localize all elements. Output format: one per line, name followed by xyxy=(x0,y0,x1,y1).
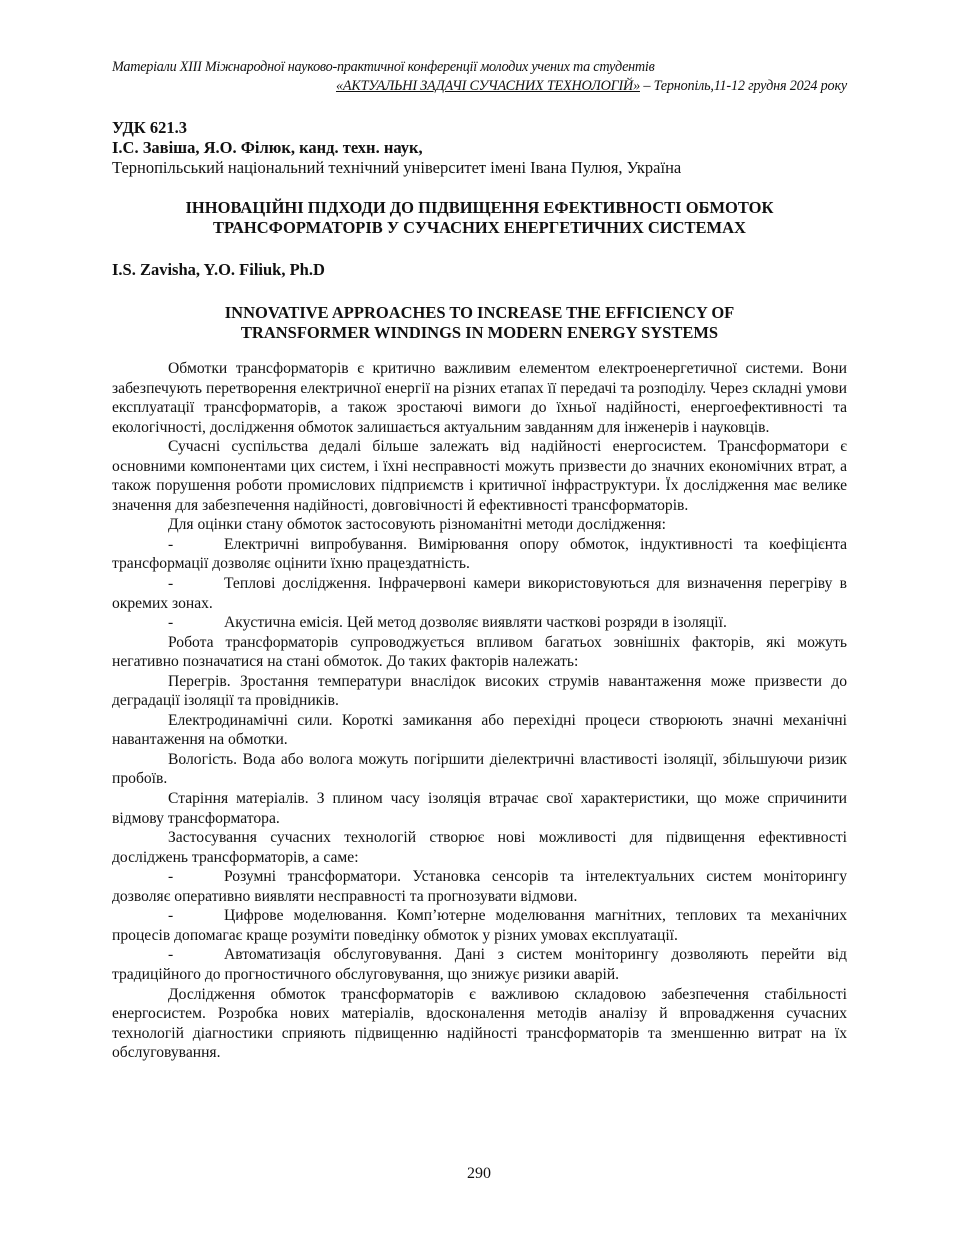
page-number: 290 xyxy=(467,1165,491,1182)
body-text xyxy=(112,359,847,1063)
affiliation: Тернопільський національний технічний університет імені Івана Пулюя, Україна xyxy=(112,158,682,177)
title-ua xyxy=(112,198,847,238)
list-dash: - xyxy=(168,907,174,925)
title-en xyxy=(112,303,847,343)
list-item-technology xyxy=(112,906,847,945)
list-dash: - xyxy=(168,614,174,632)
header-title-date-line xyxy=(112,77,847,96)
paragraph-factor-aging: Старіння матеріалів. З плином часу ізоляція втрачає свої характеристики, що може спричинити відмову трансформатора. xyxy=(112,790,847,827)
paragraph-factors-intro: Робота трансформаторів супроводжується впливом багатьох зовнішніх факторів, які можуть негативно позначатися на стані обмоток. До таких факторів належать: xyxy=(112,633,847,671)
running-header xyxy=(112,58,847,96)
list-item-technology xyxy=(112,867,847,906)
paragraph-technologies-intro: Застосування сучасних технологій створює нові можливості для підвищення ефективності досліджень трансформаторів, а саме: xyxy=(112,829,847,866)
paragraph-conclusion: Дослідження обмоток трансформаторів є важливою складовою забезпечення стабільності енергосистем. Розробка нових матеріалів, вдосконалення методів аналізу й впровадження сучасних технологій діагностики сприяють підвищенню надійності трансформаторів та зменшенню витрат на їх обслуговування. xyxy=(112,985,847,1062)
header-place-date: – Тернопіль,11-12 грудня 2024 року xyxy=(639,78,847,94)
list-dash: - xyxy=(168,946,174,964)
title-en-line-2: TRANSFORMER WINDINGS IN MODERN ENERGY SYSTEMS xyxy=(240,323,719,342)
list-item-technology xyxy=(112,945,847,984)
list-item-text: Автоматизація обслуговування. Дані з систем моніторингу дозволяють перейти від традиційного до прогностичного обслуговування, що знижує ризики аварій. xyxy=(112,946,847,983)
list-dash: - xyxy=(168,535,174,553)
paragraph-intro: Обмотки трансформаторів є критично важливим елементом електроенергетичної системи. Вони забезпечують перетворення електричної енергії на різних етапах її передачі та розподілу. Через складні умови експлуатації трансформаторів, а також зростаючі вимоги до їхньої надійності, енергоефективності та екологічності, дослідження обмоток залишається актуальним завданням для інженерів і науковців. xyxy=(112,360,847,436)
list-item-text: Теплові дослідження. Інфрачервоні камери використовуються для визначення перегріву в окремих зонах. xyxy=(112,575,847,612)
title-ua-line-1: ІННОВАЦІЙНІ ПІДХОДИ ДО ПІДВИЩЕННЯ ЕФЕКТИВНОСТІ ОБМОТОК xyxy=(185,198,774,217)
header-conference-line: Матеріали XIII Міжнародної науково-практичної конференції молодих учених та студентів xyxy=(112,59,655,75)
paragraph-factor-humidity: Вологість. Вода або волога можуть погіршити діелектричні властивості ізоляції, збільшуючи ризик пробоїв. xyxy=(112,750,847,788)
authors-en: I.S. Zavisha, Y.O. Filiuk, Ph.D xyxy=(112,260,325,279)
title-en-line-1: INNOVATIVE APPROACHES TO INCREASE THE EFFICIENCY OF xyxy=(224,303,735,322)
authors-ua: І.С. Завіша, Я.О. Філюк, канд. техн. наук, xyxy=(112,138,423,157)
list-item-text: Електричні випробування. Вимірювання опору обмоток, індуктивності та коефіцієнта трансформації дозволяє оцінити їхню працездатність. xyxy=(112,535,847,573)
title-ua-line-2: ТРАНСФОРМАТОРІВ У СУЧАСНИХ ЕНЕРГЕТИЧНИХ СИСТЕМАХ xyxy=(213,218,746,237)
list-item-text: Розумні трансформатори. Установка сенсорів та інтелектуальних систем моніторингу дозволяє оперативно виявляти несправності та прогнозувати відмови. xyxy=(112,868,847,905)
list-dash: - xyxy=(168,868,174,886)
list-item-text: Цифрове моделювання. Комп’ютерне моделювання магнітних, теплових та механічних процесів допомагає краще розуміти поведінку обмоток у різних умовах експлуатації. xyxy=(112,907,847,944)
list-item-method xyxy=(112,535,847,574)
paragraph-factor-overheating: Перегрів. Зростання температури внаслідок високих струмів навантаження може призвести до деградації ізоляції та провідників. xyxy=(112,672,847,710)
paragraph-methods-intro: Для оцінки стану обмоток застосовують різноманітні методи дослідження: xyxy=(168,516,666,534)
header-conference-title: «АКТУАЛЬНІ ЗАДАЧІ СУЧАСНИХ ТЕХНОЛОГІЙ» xyxy=(335,78,640,94)
paragraph-factor-electrodynamic: Електродинамічні сили. Короткі замикання або перехідні процеси створюють значні механічні навантаження на обмотки. xyxy=(112,711,847,749)
udk-code: УДК 621.3 xyxy=(112,118,188,137)
list-item-method xyxy=(112,574,847,613)
list-item-method xyxy=(112,613,847,633)
list-dash: - xyxy=(168,575,174,593)
paragraph-importance: Сучасні суспільства дедалі більше залежать від надійності енергосистем. Трансформатори є основними компонентами цих систем, і їхні несправності можуть призвести до значних економічних втрат, а також порушення роботи промислових підприємств і критичної інфраструктури. Їх дослідження має велике значення для забезпечення надійності, довговічності й ефективності трансформаторів. xyxy=(112,438,847,514)
list-item-text: Акустична емісія. Цей метод дозволяє виявляти часткові розряди в ізоляції. xyxy=(224,614,727,632)
